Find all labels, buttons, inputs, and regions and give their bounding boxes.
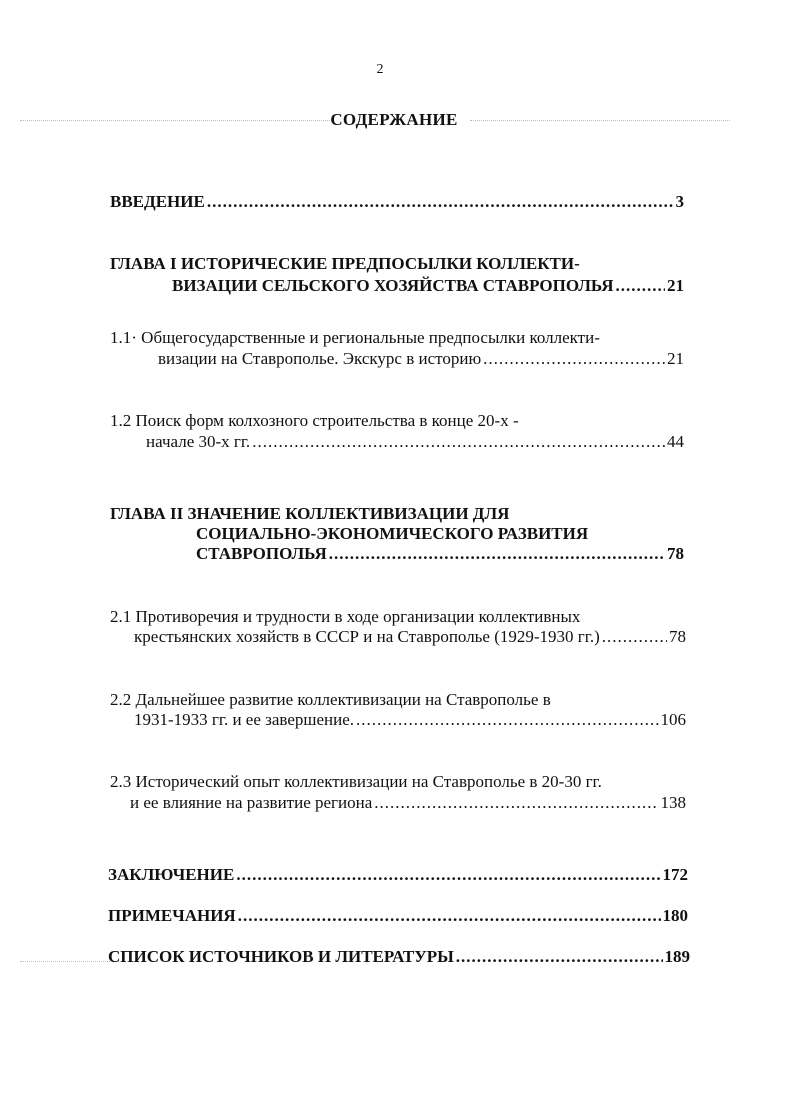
toc-entry-label: ВВЕДЕНИЕ (110, 192, 205, 211)
toc-page-number: 138 (660, 793, 686, 812)
toc-page-number: 180 (662, 906, 688, 925)
toc-chapter1-line1[interactable]: ГЛАВА I ИСТОРИЧЕСКИЕ ПРЕДПОСЫЛКИ КОЛЛЕКТИ- (110, 254, 580, 273)
toc-entry-sources[interactable]: СПИСОК ИСТОЧНИКОВ И ЛИТЕРАТУРЫ ..... 189 (108, 946, 690, 968)
page-number: 2 (376, 62, 384, 77)
leader-dots (207, 191, 674, 213)
toc-page-number: 3 (675, 192, 684, 211)
toc-entry-notes[interactable]: ПРИМЕЧАНИЯ ..... 180 (108, 905, 688, 927)
toc-entry-conclusion[interactable]: ЗАКЛЮЧЕНИЕ ..... 172 (108, 864, 688, 886)
toc-section-1-1-line1[interactable]: 1.1· Общегосударственные и региональные предпосылки коллекти- (110, 328, 600, 347)
toc-section-1-1-line2[interactable]: визации на Ставрополье. Экскурс в историю ..... 21 (158, 348, 684, 370)
toc-title: СОДЕРЖАНИЕ (330, 110, 458, 129)
toc-section-2-1-line2[interactable]: крестьянских хозяйств в СССР и на Ставрополье (1929-1930 гг.) ..... 78 (134, 626, 686, 648)
toc-page-number: 44 (667, 432, 684, 451)
leader-dots (236, 864, 660, 886)
toc-section-2-3-line1[interactable]: 2.3 Исторический опыт коллективизации на Ставрополье в 20-30 гг. (110, 772, 602, 791)
leader-dots (616, 275, 665, 297)
leader-dots (238, 905, 661, 927)
toc-section-2-2-line1[interactable]: 2.2 Дальнейшее развитие коллективизации на Ставрополье в (110, 690, 551, 709)
leader-dots (329, 543, 665, 565)
toc-section-2-3-line2[interactable]: и ее влияние на развитие региона ..... 138 (130, 792, 686, 814)
toc-section-1-2-line2[interactable]: начале 30-х гг. ..... 44 (146, 431, 684, 453)
leader-dots (374, 792, 658, 814)
leader-dots (483, 348, 665, 370)
leader-dots (456, 946, 663, 968)
toc-chapter2-line2[interactable]: СОЦИАЛЬНО-ЭКОНОМИЧЕСКОГО РАЗВИТИЯ (196, 524, 589, 543)
toc-page-number: 106 (660, 710, 686, 729)
toc-page-number: 78 (669, 627, 686, 646)
toc-section-1-2-line1[interactable]: 1.2 Поиск форм колхозного строительства в конце 20-х - (110, 411, 519, 430)
toc-chapter2-line3[interactable]: СТАВРОПОЛЬЯ ..... 78 (196, 543, 684, 565)
toc-chapter2-line1[interactable]: ГЛАВА II ЗНАЧЕНИЕ КОЛЛЕКТИВИЗАЦИИ ДЛЯ (110, 504, 510, 523)
toc-chapter1-line2[interactable]: ВИЗАЦИИ СЕЛЬСКОГО ХОЗЯЙСТВА СТАВРОПОЛЬЯ ..... 21 (172, 275, 684, 297)
toc-page-number: 172 (662, 865, 688, 884)
toc-section-2-2-line2[interactable]: 1931-1933 гг. и ее завершение. ..... 106 (134, 709, 686, 731)
leader-dots (252, 431, 665, 453)
scan-artifact-line (20, 961, 110, 963)
toc-page-number: 189 (664, 947, 690, 966)
toc-entry-intro[interactable] (110, 191, 684, 213)
toc-section-2-1-line1[interactable]: 2.1 Противоречия и трудности в ходе организации коллективных (110, 607, 581, 626)
leader-dots (356, 709, 659, 731)
leader-dots (602, 626, 667, 648)
toc-page-number: 78 (667, 544, 684, 563)
toc-page-number: 21 (667, 349, 684, 368)
toc-page-number: 21 (667, 276, 684, 295)
